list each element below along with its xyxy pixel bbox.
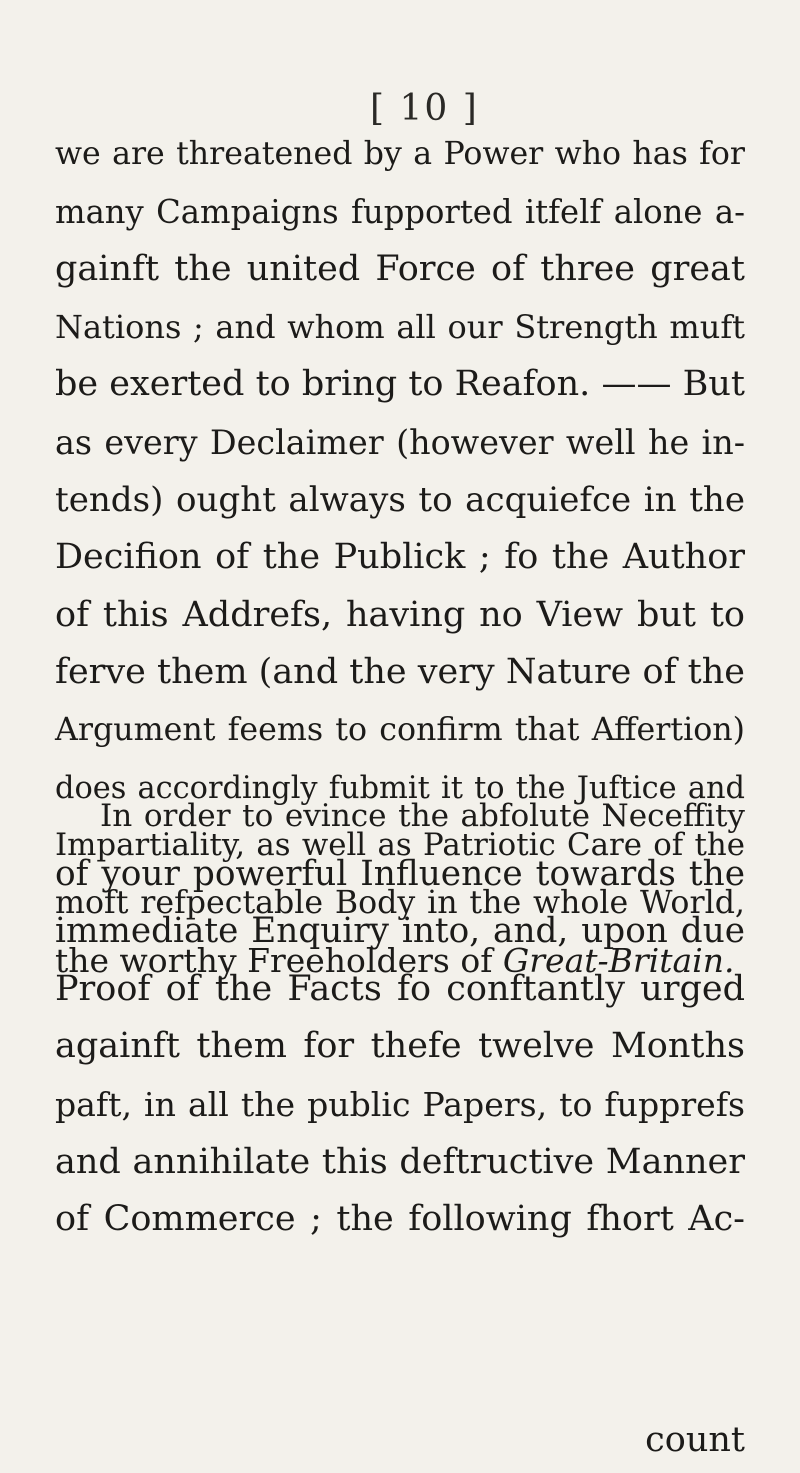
page-number: [ 10 ] [370, 88, 479, 129]
text-fragment: the worthy Freeholders of [55, 941, 503, 981]
catchword: count [645, 1420, 745, 1460]
text-line: immediate Enquiry into, and, upon due [55, 911, 745, 952]
text-line: many Campaigns fupported itfelf alone a- [55, 192, 745, 231]
text-line: of this Addrefs, having no View but to [55, 594, 745, 635]
paragraph-2 [55, 788, 745, 1249]
text-line: does accordingly fubmit it to the Juftice and [55, 770, 745, 806]
text-line: againft them for thefe twelve Months [55, 1026, 745, 1067]
text-line: of your powerful Influence towards the [55, 853, 745, 894]
text-line: gainft the united Force of three great [55, 249, 745, 290]
text-line: Nations ; and whom all our Strength muft [55, 307, 745, 346]
text-line: paft, in all the public Papers, to fupprefs [55, 1084, 745, 1124]
text-line: Argument feems to confirm that Affertion) [55, 711, 745, 748]
text-line: In order to evince the abfolute Neceffity [100, 798, 745, 834]
italic-place-name: Great-Britain. [502, 941, 735, 981]
text-line: Proof of the Facts fo conftantly urged [55, 968, 745, 1009]
text-line: be exerted to bring to Reafon. —— But [55, 364, 745, 405]
text-line: of Commerce ; the following fhort Ac- [55, 1199, 745, 1240]
text-line: tends) ought always to acquiefce in the [55, 479, 745, 520]
text-line: moft refpectable Body in the whole World, [55, 884, 745, 921]
text-line: as every Declaimer (however well he in- [55, 422, 745, 462]
text-line: Decifion of the Publick ; fo the Author [55, 537, 745, 578]
text-line: and annihilate this deftructive Manner [55, 1141, 745, 1182]
text-line: ferve them (and the very Nature of the [55, 652, 745, 693]
text-line: we are threatened by a Power who has for [55, 136, 745, 172]
text-line: Impartiality, as well as Patriotic Care of the [55, 827, 745, 864]
